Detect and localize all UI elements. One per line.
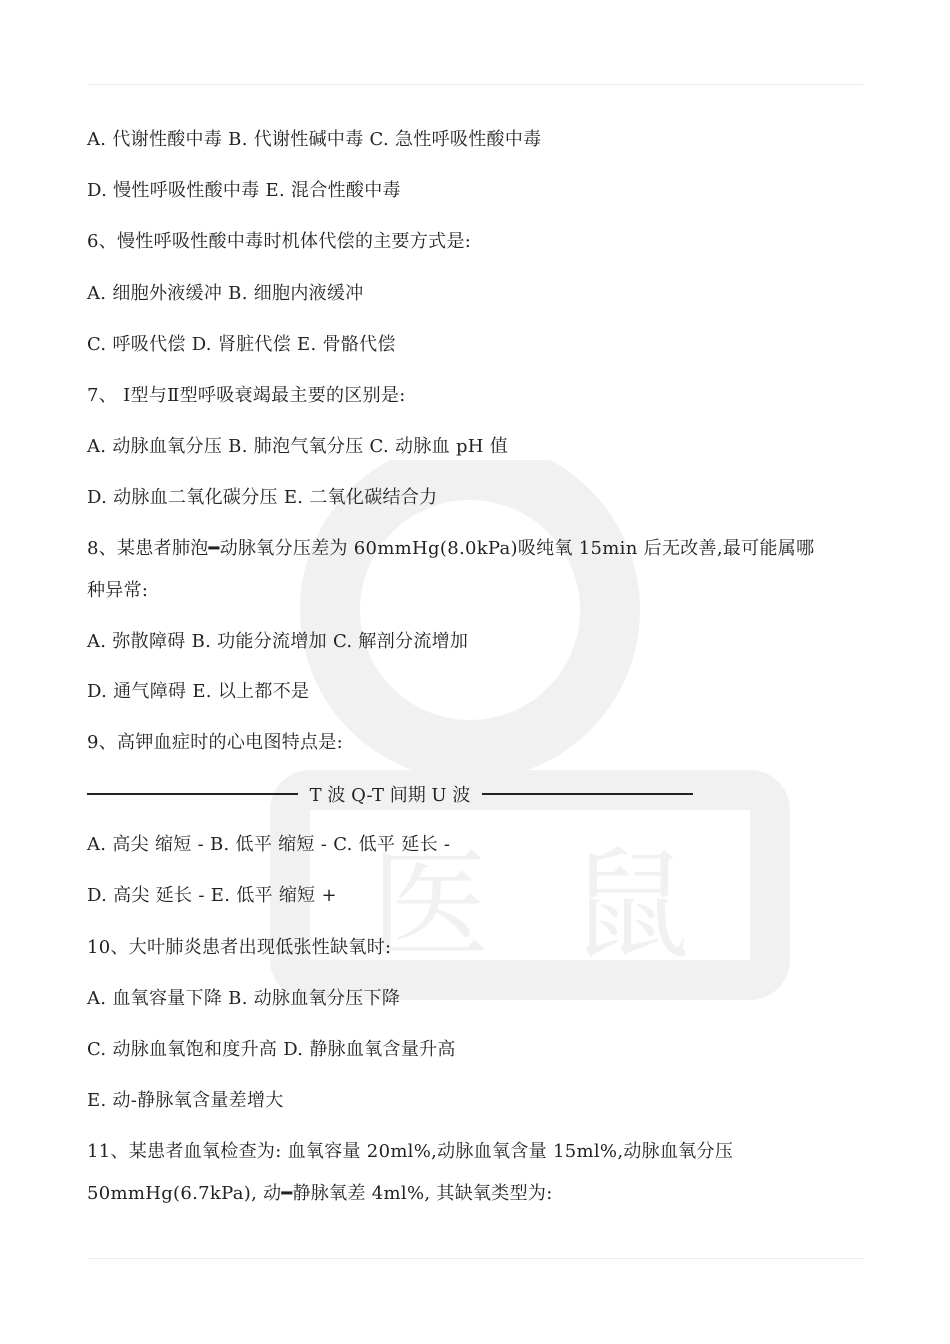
question-9: 9、高钾血症时的心电图特点是:: [87, 732, 344, 753]
q8-options-a-c: A. 弥散障碍 B. 功能分流增加 C. 解剖分流增加: [87, 631, 469, 652]
question-7: 7、 Ⅰ型与Ⅱ型呼吸衰竭最主要的区别是:: [87, 385, 406, 406]
q9-options-a-c: A. 高尖 缩短 - B. 低平 缩短 - C. 低平 延长 -: [87, 834, 451, 855]
q10-options-c-d: C. 动脉血氧饱和度升高 D. 静脉血氧含量升高: [87, 1039, 456, 1060]
header-rule: [87, 84, 863, 85]
q10-options-a-b: A. 血氧容量下降 B. 动脉血氧分压下降: [87, 988, 401, 1009]
q10-option-e: E. 动-静脉氧含量差增大: [87, 1090, 284, 1111]
watermark-char-1: 医: [370, 837, 490, 976]
q6-options-c-e: C. 呼吸代偿 D. 肾脏代偿 E. 骨骼代偿: [87, 334, 396, 355]
question-8-line-2: 种异常:: [87, 580, 149, 601]
q5-options-a-c: A. 代谢性酸中毒 B. 代谢性碱中毒 C. 急性呼吸性酸中毒: [87, 129, 542, 150]
watermark-char-2: 鼠: [570, 837, 690, 976]
ecg-table-header: T 波 Q-T 间期 U 波: [309, 785, 471, 806]
question-6: 6、慢性呼吸性酸中毒时机体代偿的主要方式是:: [87, 231, 472, 252]
q7-options-a-c: A. 动脉血氧分压 B. 肺泡气氧分压 C. 动脉血 pH 值: [87, 436, 509, 457]
ecg-table-header-row: [87, 782, 693, 806]
question-8-line-1: 8、某患者肺泡━动脉氧分压差为 60mmHg(8.0kPa)吸纯氧 15min 后无改善,最可能属哪: [87, 538, 815, 559]
table-rule-right: [482, 793, 693, 795]
q5-options-d-e: D. 慢性呼吸性酸中毒 E. 混合性酸中毒: [87, 180, 401, 201]
table-rule-left: [87, 793, 298, 795]
question-11-line-1: 11、某患者血氧检查为: 血氧容量 20ml%,动脉血氧含量 15ml%,动脉血氧分压: [87, 1141, 734, 1162]
q7-options-d-e: D. 动脉血二氧化碳分压 E. 二氧化碳结合力: [87, 487, 438, 508]
q8-options-d-e: D. 通气障碍 E. 以上都不是: [87, 681, 310, 702]
q9-options-d-e: D. 高尖 延长 - E. 低平 缩短 +: [87, 885, 337, 906]
q6-options-a-b: A. 细胞外液缓冲 B. 细胞内液缓冲: [87, 283, 364, 304]
question-11-line-2: 50mmHg(6.7kPa), 动━静脉氧差 4ml%, 其缺氧类型为:: [87, 1183, 553, 1204]
footer-rule: [87, 1258, 863, 1259]
question-10: 10、大叶肺炎患者出现低张性缺氧时:: [87, 937, 392, 958]
